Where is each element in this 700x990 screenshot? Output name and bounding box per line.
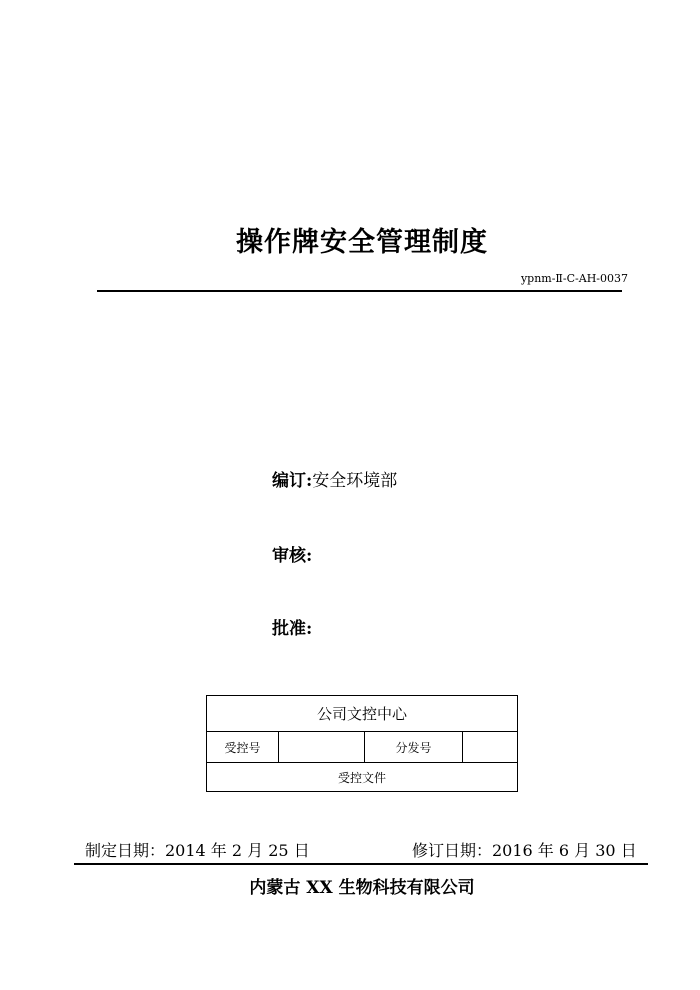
made-date: 制定日期：2014 年 2 月 25 日 — [85, 841, 310, 860]
compiled-label: 编订: — [272, 471, 313, 491]
controlled-no-label: 受控号 — [207, 732, 279, 763]
distribution-no-label: 分发号 — [365, 732, 463, 763]
document-control-table — [206, 695, 518, 792]
document-code: ypnm-Ⅱ-C-AH-0037 — [520, 272, 628, 285]
compiled-value: 安全环境部 — [312, 471, 398, 491]
controlled-document-label: 受控文件 — [207, 763, 518, 792]
review-line — [272, 541, 312, 566]
controlled-no-value — [279, 732, 365, 763]
control-center-header: 公司文控中心 — [207, 696, 518, 732]
review-label: 审核: — [272, 546, 313, 566]
header-divider — [97, 290, 622, 292]
approve-label: 批准: — [272, 619, 313, 639]
company-name: 内蒙古 XX 生物科技有限公司 — [249, 878, 475, 898]
revised-date: 修订日期：2016 年 6 月 30 日 — [412, 841, 637, 860]
compiled-by-line — [272, 466, 397, 491]
document-title: 操作牌安全管理制度 — [236, 227, 488, 258]
footer-divider — [74, 863, 648, 865]
approve-line — [272, 614, 312, 639]
distribution-no-value — [463, 732, 518, 763]
